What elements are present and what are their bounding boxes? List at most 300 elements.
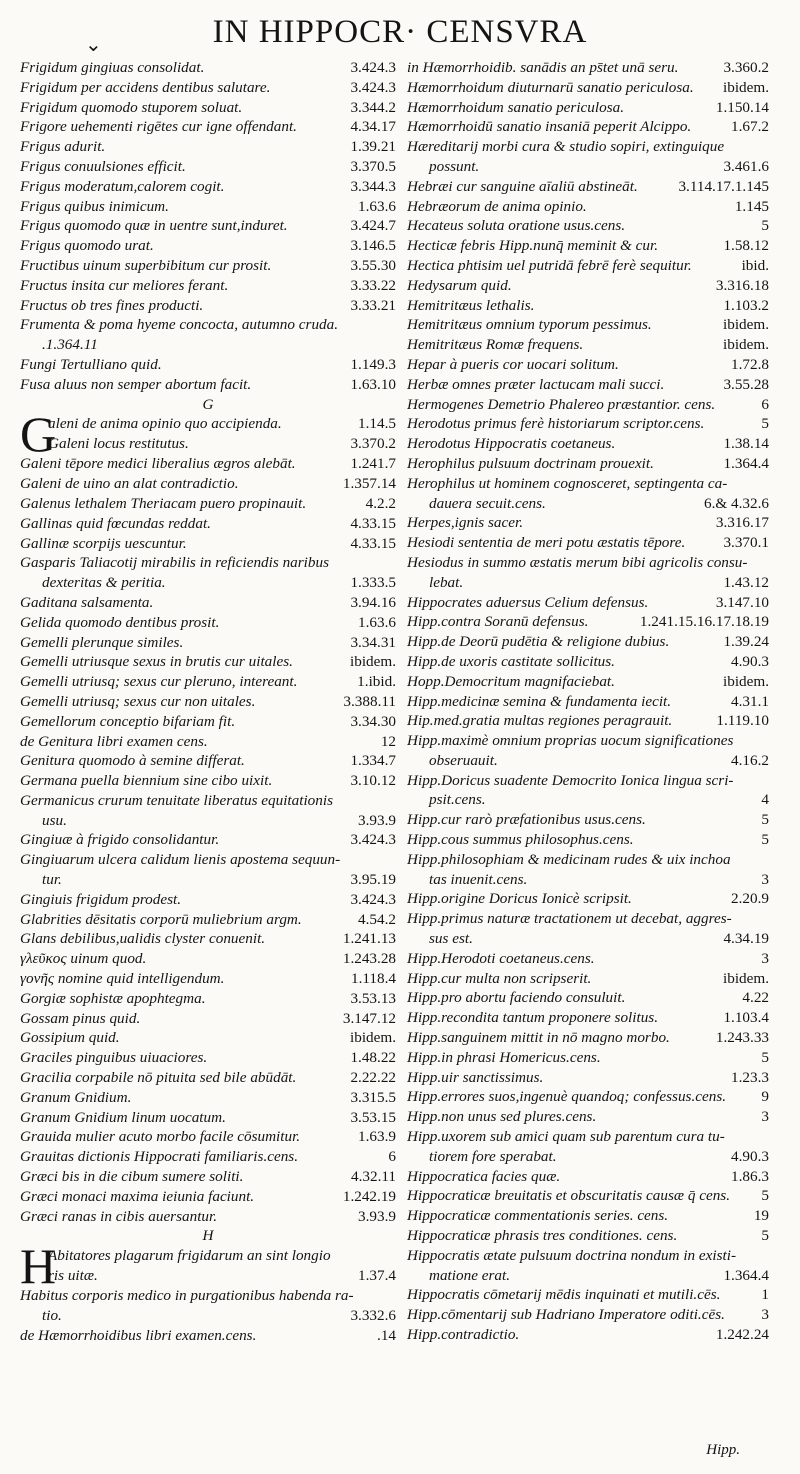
entry-text: Hipp.origine Doricus Ionicè scripsit. bbox=[407, 890, 632, 908]
entry-reference bbox=[765, 137, 769, 157]
entry-reference: 12 bbox=[380, 732, 396, 750]
index-entry bbox=[20, 1207, 396, 1227]
index-entry bbox=[407, 1087, 769, 1107]
index-entry bbox=[20, 989, 396, 1009]
entry-text: dauera secuit.cens. bbox=[429, 494, 546, 512]
entry-text: Hesiodi sententia de meri potu æstatis tēpore. bbox=[407, 534, 686, 552]
entry-text: Gallinæ scorpijs uescuntur. bbox=[20, 534, 187, 552]
entry-reference: 4.31.1 bbox=[731, 692, 769, 710]
index-entry bbox=[407, 434, 769, 454]
entry-reference: 1.118.4 bbox=[351, 970, 396, 988]
entry-text: Gossipium quid. bbox=[20, 1029, 120, 1047]
entry-text: Hipp.maximè omnium proprias uocum significationes bbox=[407, 732, 734, 750]
entry-text: Germanicus crurum tenuitate liberatus equitationis bbox=[20, 791, 334, 809]
entry-reference: 3.53.15 bbox=[350, 1108, 396, 1126]
entry-reference: 3.316.18 bbox=[715, 276, 769, 294]
entry-reference bbox=[765, 731, 769, 751]
index-entry bbox=[20, 375, 396, 395]
index-entry bbox=[407, 157, 769, 177]
index-entry bbox=[20, 1108, 396, 1128]
entry-text: Hip.med.gratia multas regiones peragrauit. bbox=[407, 712, 673, 730]
index-entry bbox=[20, 969, 396, 989]
index-entry bbox=[407, 533, 769, 553]
entry-text: possunt. bbox=[429, 157, 480, 175]
entry-text: in Hæmorrhoidib. sanādis an ps̄tet unā seru. bbox=[407, 59, 679, 76]
index-entry bbox=[20, 791, 396, 811]
entry-text: Hipp.in phrasi Homericus.cens. bbox=[407, 1048, 601, 1066]
entry-reference: ibid. bbox=[741, 256, 769, 274]
index-entry bbox=[407, 692, 769, 712]
index-entry bbox=[407, 1266, 769, 1286]
index-entry bbox=[20, 870, 396, 890]
index-entry bbox=[407, 1305, 769, 1325]
entry-reference bbox=[392, 335, 396, 355]
index-entry bbox=[20, 177, 396, 197]
entry-text: Herodotus primus ferè historiarum scriptor.cens. bbox=[407, 415, 705, 433]
entry-text: Frigore uehementi rigētes cur igne offendant. bbox=[20, 118, 297, 136]
entry-reference: 3.344.2 bbox=[350, 98, 396, 116]
index-entry bbox=[20, 1048, 396, 1068]
entry-text: Gossam pinus quid. bbox=[20, 1009, 141, 1027]
entry-text: Hipp.non unus sed plures.cens. bbox=[407, 1108, 597, 1126]
entry-text: Hepar à pueris cor uocari solitum. bbox=[407, 355, 619, 373]
entry-text: Hipp.de Deorū pudētia & religione dubius. bbox=[407, 633, 670, 651]
catchword: Hipp. bbox=[706, 1442, 740, 1458]
index-entry bbox=[407, 870, 769, 890]
entry-reference: 3.461.6 bbox=[723, 157, 769, 175]
index-entry bbox=[407, 296, 769, 316]
entry-reference: 4.90.3 bbox=[731, 1147, 769, 1165]
entry-reference: 1.241.13 bbox=[342, 930, 396, 948]
entry-reference: 4.32.11 bbox=[351, 1168, 396, 1186]
entry-reference: 5 bbox=[761, 831, 769, 849]
entry-text: Hippocratica facies quæ. bbox=[407, 1167, 561, 1185]
entry-text: Habitus corporis medico in purgationibus habenda ra- bbox=[20, 1287, 354, 1305]
index-entry bbox=[407, 909, 769, 929]
printer-mark: ⌄ bbox=[85, 34, 102, 56]
entry-reference: 3.424.7 bbox=[350, 217, 396, 235]
entry-text: matione erat. bbox=[429, 1266, 510, 1284]
entry-text: Hæmorrhoidum sanatio periculosa. bbox=[407, 98, 625, 116]
index-entry bbox=[407, 1246, 769, 1266]
entry-text: Gemelli plerunque similes. bbox=[20, 633, 184, 651]
entry-text: Hipp.cur multa non scripserit. bbox=[407, 969, 592, 987]
entry-text: Hæreditarij morbi cura & studio sopiri, extinguique bbox=[407, 138, 725, 156]
entry-reference: 1.119.10 bbox=[716, 712, 769, 730]
entry-text: Hesiodus in summo æstatis merum bibi agricolis consu- bbox=[407, 553, 748, 571]
entry-text: Gelida quomodo dentibus prosit. bbox=[20, 613, 220, 631]
index-entry bbox=[407, 1325, 769, 1345]
entry-text: Græci ranas in cibis auersantur. bbox=[20, 1207, 218, 1225]
index-entry bbox=[20, 1068, 396, 1088]
index-entry bbox=[20, 732, 396, 752]
index-entry bbox=[20, 137, 396, 157]
index-entry bbox=[407, 969, 769, 989]
entry-text: Frigus moderatum,calorem cogit. bbox=[20, 177, 225, 195]
entry-text: Gingiuæ à frigido consolidantur. bbox=[20, 831, 220, 849]
entry-reference: ibidem. bbox=[723, 316, 769, 334]
index-entry bbox=[20, 474, 396, 494]
index-entry bbox=[20, 1009, 396, 1029]
entry-text: Frigidum gingiuas consolidat. bbox=[20, 59, 205, 76]
index-entry bbox=[20, 890, 396, 910]
index-entry bbox=[20, 910, 396, 930]
entry-reference: 3.53.13 bbox=[350, 989, 396, 1007]
entry-reference: ibidem. bbox=[350, 653, 396, 671]
entry-reference: 5 bbox=[761, 415, 769, 433]
entry-text: Gorgiæ sophistæ apophtegma. bbox=[20, 989, 206, 1007]
entry-text: Graciles pinguibus uiuaciores. bbox=[20, 1049, 208, 1067]
entry-reference: 1.334.7 bbox=[350, 752, 396, 770]
index-entry bbox=[407, 1147, 769, 1167]
entry-text: Hipp.contradictio. bbox=[407, 1326, 520, 1343]
entry-text: Galenus lethalem Theriacam puero propinauit. bbox=[20, 494, 307, 512]
index-entry bbox=[407, 1127, 769, 1147]
h-initial-block bbox=[20, 1238, 396, 1295]
index-entry bbox=[407, 1186, 769, 1206]
index-entry bbox=[407, 474, 769, 494]
entry-text: Herophilus pulsuum doctrinam prouexit. bbox=[407, 454, 654, 472]
entry-reference: 3.424.3 bbox=[350, 890, 396, 908]
entry-text: Hipp.pro abortu faciendo consuluit. bbox=[407, 989, 626, 1007]
entry-reference: 1.63.9 bbox=[358, 1128, 396, 1146]
index-entry bbox=[407, 889, 769, 909]
index-entry bbox=[20, 949, 396, 969]
index-entry bbox=[20, 78, 396, 98]
index-entry bbox=[407, 335, 769, 355]
entry-reference: 1.243.28 bbox=[342, 950, 396, 968]
entry-reference: 3.424.3 bbox=[350, 59, 396, 76]
entry-reference: 4.2.2 bbox=[365, 494, 396, 512]
entry-reference: 19 bbox=[753, 1207, 769, 1225]
entry-reference: 3 bbox=[761, 949, 769, 967]
index-entry bbox=[407, 711, 769, 731]
entry-reference bbox=[392, 315, 396, 335]
entry-reference: 2.22.22 bbox=[350, 1069, 396, 1087]
entry-text: Gingiuarum ulcera calidum lienis apostema sequun- bbox=[20, 851, 341, 869]
entry-text: Frumenta & poma hyeme concocta, autumno cruda. bbox=[20, 316, 339, 334]
index-entry bbox=[20, 712, 396, 732]
entry-reference: 3.315.5 bbox=[350, 1088, 396, 1106]
entry-text: Hecateus soluta oratione usus.cens. bbox=[407, 217, 626, 235]
entry-text: tiorem fore sperabat. bbox=[429, 1147, 557, 1165]
index-entry bbox=[20, 117, 396, 137]
entry-reference: 1.63.6 bbox=[358, 613, 396, 631]
entry-reference: 1.23.3 bbox=[731, 1068, 769, 1086]
entry-reference: 3 bbox=[761, 1108, 769, 1126]
entry-text: Hermogenes Demetrio Phalereo præstantior. cens. bbox=[407, 395, 716, 413]
entry-text: Hipp.sanguinem mittit in nō magno morbo. bbox=[407, 1029, 670, 1047]
entry-reference: 4.33.15 bbox=[350, 514, 396, 532]
entry-reference: 6.& 4.32.6 bbox=[704, 494, 769, 512]
index-entry bbox=[407, 236, 769, 256]
index-entry bbox=[20, 58, 396, 78]
index-entry bbox=[407, 1008, 769, 1028]
entry-text: tio. bbox=[42, 1307, 62, 1325]
index-entry bbox=[407, 117, 769, 137]
entry-text: Hipp.uxorem sub amici quam sub parentum cura tu- bbox=[407, 1128, 725, 1146]
entry-reference: 1.150.14 bbox=[715, 98, 769, 116]
drop-cap-h: H bbox=[20, 1238, 57, 1295]
index-entry bbox=[20, 633, 396, 653]
index-entry bbox=[407, 830, 769, 850]
entry-text: Hemitritæus omnium typorum pessimus. bbox=[407, 316, 652, 334]
entry-reference: 3.93.9 bbox=[358, 1207, 396, 1225]
index-entry bbox=[407, 276, 769, 296]
entry-reference: 1.39.24 bbox=[723, 633, 769, 651]
entry-text: Gaditana salsamenta. bbox=[20, 593, 154, 611]
left-entries-h bbox=[20, 1286, 396, 1345]
entry-text: Frigus quibus inimicum. bbox=[20, 197, 169, 215]
entry-text: Frigus quomodo quæ in uentre sunt,induret. bbox=[20, 217, 288, 235]
index-entry bbox=[407, 414, 769, 434]
index-entry bbox=[20, 514, 396, 534]
index-entry bbox=[20, 593, 396, 613]
entry-text: Gemelli utriusque sexus in brutis cur uitales. bbox=[20, 653, 293, 671]
g-initial-block bbox=[20, 406, 396, 463]
entry-reference: 6 bbox=[388, 1148, 396, 1166]
entry-text: Hipp.Herodoti coetaneus.cens. bbox=[407, 949, 595, 967]
entry-text: Hipp.de uxoris castitate sollicitus. bbox=[407, 652, 615, 670]
entry-text: Græci bis in die cibum sumere soliti. bbox=[20, 1168, 244, 1186]
entry-text: Gallinas quid fœcundas reddat. bbox=[20, 514, 211, 532]
entry-text: Fructibus uinum superbibitum cur prosit. bbox=[20, 256, 272, 274]
index-entry bbox=[407, 1068, 769, 1088]
entry-reference: 1.48.22 bbox=[350, 1049, 396, 1067]
entry-reference bbox=[392, 1286, 396, 1306]
index-entry bbox=[407, 612, 769, 632]
entry-text: Gemelli utriusq; sexus cur non uitales. bbox=[20, 692, 256, 710]
entry-reference: 6 bbox=[761, 395, 769, 413]
entry-text: Hebræi cur sanguine aīaliū abstineāt. bbox=[407, 177, 638, 195]
entry-reference: 1.67.2 bbox=[731, 118, 769, 136]
entry-reference: 3.147.12 bbox=[342, 1009, 396, 1027]
index-entry bbox=[20, 692, 396, 712]
entry-reference: 5 bbox=[761, 217, 769, 235]
entry-text: Herpes,ignis sacer. bbox=[407, 514, 524, 532]
entry-reference bbox=[765, 474, 769, 494]
index-entry bbox=[20, 494, 396, 514]
index-entry bbox=[20, 850, 396, 870]
index-entry bbox=[20, 573, 396, 593]
index-entry bbox=[407, 988, 769, 1008]
index-entry bbox=[407, 790, 769, 810]
entry-text: Glans debilibus,ualidis clyster conuenit. bbox=[20, 930, 266, 948]
index-entry bbox=[20, 236, 396, 256]
entry-text: usu. bbox=[42, 811, 67, 829]
index-entry bbox=[407, 454, 769, 474]
index-entry bbox=[407, 98, 769, 118]
entry-reference: 1.38.14 bbox=[723, 435, 769, 453]
entry-text: Hipp.uir sanctissimus. bbox=[407, 1068, 544, 1086]
entry-reference: ibidem. bbox=[723, 336, 769, 354]
entry-reference: 3.344.3 bbox=[350, 177, 396, 195]
entry-text: tur. bbox=[42, 871, 62, 889]
entry-text: Germana puella biennium sine cibo uixit. bbox=[20, 772, 273, 790]
entry-reference: 5 bbox=[761, 811, 769, 829]
entry-text: Genitura quomodo à semine differat. bbox=[20, 752, 245, 770]
entry-reference: 1.43.12 bbox=[723, 573, 769, 591]
page-header: IN HIPPOCR· CENSVRA bbox=[212, 14, 588, 50]
entry-text: Hipp.primus naturæ tractationem ut decebat, aggres- bbox=[407, 910, 732, 928]
index-entry bbox=[20, 1167, 396, 1187]
entry-text: sus est. bbox=[429, 930, 473, 948]
entry-reference: 3.34.31 bbox=[350, 633, 396, 651]
index-entry bbox=[20, 929, 396, 949]
index-entry bbox=[20, 1127, 396, 1147]
index-entry bbox=[20, 355, 396, 375]
entry-text: Hipp.cōmentarij sub Hadriano Imperatore oditi.cēs. bbox=[407, 1306, 725, 1324]
index-entry bbox=[20, 1028, 396, 1048]
entry-text: Græci monaci maxima ieiunia faciunt. bbox=[20, 1187, 255, 1205]
entry-text: Fructus ob tres fines producti. bbox=[20, 296, 204, 314]
entry-text: Granum Gnidium linum uocatum. bbox=[20, 1108, 226, 1126]
index-entry bbox=[407, 573, 769, 593]
index-entry: aleni de anima opinio quo accipienda. 1.14.5 bbox=[48, 415, 396, 433]
index-entry bbox=[407, 771, 769, 791]
index-entry bbox=[407, 197, 769, 217]
index-entry bbox=[20, 216, 396, 236]
index-entry bbox=[407, 1226, 769, 1246]
entry-text: Gasparis Taliacotij mirabilis in reficiendis naribus bbox=[20, 554, 329, 572]
entry-reference: 4.16.2 bbox=[731, 751, 769, 769]
left-column bbox=[20, 58, 396, 1346]
index-entry bbox=[407, 58, 769, 78]
entry-text: Hebræorum de anima opinio. bbox=[407, 197, 587, 215]
index-entry bbox=[407, 1048, 769, 1068]
index-entry bbox=[20, 771, 396, 791]
entry-reference: 1.243.33 bbox=[715, 1029, 769, 1047]
entry-reference: 3.424.3 bbox=[350, 831, 396, 849]
entry-text: Herbæ omnes præter lactucam mali succi. bbox=[407, 375, 665, 393]
index-entry bbox=[20, 830, 396, 850]
index-entry bbox=[407, 256, 769, 276]
index-entry bbox=[407, 1167, 769, 1187]
index-entry bbox=[20, 315, 396, 335]
entry-text: de Genitura libri examen cens. bbox=[20, 732, 208, 750]
index-entry bbox=[20, 751, 396, 771]
right-column bbox=[407, 58, 769, 1345]
entry-reference: ibidem. bbox=[723, 672, 769, 690]
entry-reference: 3.388.11 bbox=[343, 692, 396, 710]
index-entry bbox=[407, 315, 769, 335]
entry-text: Gemellorum conceptio bifariam fit. bbox=[20, 712, 236, 730]
index-entry: Abitatores plagarum frigidarum an sint longio bbox=[48, 1247, 331, 1265]
entry-reference: 5 bbox=[761, 1048, 769, 1066]
entry-text: Hippocratis cōmetarij mēdis inquinati et mutili.cēs. bbox=[407, 1286, 721, 1304]
entry-text: Hipp.medicinæ semina & fundamenta iecit. bbox=[407, 692, 672, 710]
entry-text: Herophilus ut hominem cognosceret, septingenta ca- bbox=[407, 474, 728, 492]
entry-reference: 1.103.4 bbox=[723, 1009, 769, 1027]
index-entry bbox=[407, 672, 769, 692]
entry-reference: 3 bbox=[761, 1306, 769, 1324]
entry-reference bbox=[765, 850, 769, 870]
entry-reference: 1.145 bbox=[734, 197, 769, 215]
index-entry bbox=[407, 949, 769, 969]
entry-text: Hæmorrhoidū sanatio insaniā peperit Alcippo. bbox=[407, 118, 692, 136]
entry-reference: 3.95.19 bbox=[350, 871, 396, 889]
index-entry bbox=[407, 395, 769, 415]
entry-reference: 4 bbox=[761, 791, 769, 809]
entry-reference: ibidem. bbox=[723, 969, 769, 987]
entry-reference: 4.54.2 bbox=[358, 910, 396, 928]
index-entry bbox=[407, 731, 769, 751]
entry-reference: 1.241.7 bbox=[350, 455, 396, 473]
entry-text: Gracilia corpabile nō pituita sed bile abūdāt. bbox=[20, 1069, 297, 1087]
entry-reference: 5 bbox=[761, 1187, 769, 1205]
entry-text: γονῆς nomine quid intelligendum. bbox=[20, 970, 225, 988]
index-entry bbox=[407, 850, 769, 870]
entry-reference: 3.94.16 bbox=[350, 593, 396, 611]
index-entry bbox=[407, 1107, 769, 1127]
left-entries-g bbox=[20, 454, 396, 1226]
entry-text: Hippocraticæ breuitatis et obscuritatis causæ q̄ cens. bbox=[407, 1187, 730, 1205]
index-entry bbox=[407, 1285, 769, 1305]
entry-reference bbox=[765, 771, 769, 791]
index-entry bbox=[20, 534, 396, 554]
section-letter-h: H bbox=[202, 1227, 214, 1245]
entry-text: obseruauit. bbox=[429, 751, 498, 769]
entry-reference: 4.34.17 bbox=[350, 118, 396, 136]
index-entry bbox=[407, 652, 769, 672]
entry-text: Frigus conuulsiones efficit. bbox=[20, 157, 186, 175]
entry-reference: 3.93.9 bbox=[358, 811, 396, 829]
entry-reference: 1.242.19 bbox=[342, 1187, 396, 1205]
entry-text: γλεῦκος uinum quod. bbox=[20, 950, 147, 968]
entry-text: Hemitritæus Romæ frequens. bbox=[407, 336, 584, 354]
entry-text: Gemelli utriusq; sexus cur pleruno, intereant. bbox=[20, 673, 298, 691]
entry-text: Fungi Tertulliano quid. bbox=[20, 355, 162, 373]
entry-text: Grauitas dictionis Hippocrati familiaris.cens. bbox=[20, 1148, 299, 1166]
entry-text: Hippocratis ætate pulsuum doctrina nondum in existi- bbox=[407, 1246, 737, 1264]
entry-text: Fructus insita cur meliores ferant. bbox=[20, 276, 229, 294]
entry-reference: 1.58.12 bbox=[723, 237, 769, 255]
entry-reference: 3.424.3 bbox=[350, 78, 396, 96]
index-entry bbox=[20, 335, 396, 355]
index-entry bbox=[407, 355, 769, 375]
entry-reference: 1.333.5 bbox=[350, 574, 396, 592]
index-entry: ris uitæ. 1.37.4 bbox=[48, 1267, 396, 1285]
index-entry bbox=[20, 652, 396, 672]
index-entry bbox=[407, 216, 769, 236]
entry-reference bbox=[765, 1127, 769, 1147]
index-entry bbox=[20, 98, 396, 118]
entry-reference: 1.63.10 bbox=[350, 375, 396, 393]
entry-reference bbox=[765, 553, 769, 573]
index-entry bbox=[407, 177, 769, 197]
entry-text: Galeni tēpore medici liberalius ægros alebāt. bbox=[20, 455, 296, 473]
entry-reference: 3.370.5 bbox=[350, 157, 396, 175]
index-entry bbox=[20, 197, 396, 217]
entry-reference: 1.357.14 bbox=[342, 475, 396, 493]
index-entry bbox=[20, 296, 396, 316]
entry-text: Hecticæ febris Hipp.nunq̄ meminit & cur. bbox=[407, 237, 658, 255]
entry-text: Hippocrates aduersus Celium defensus. bbox=[407, 593, 649, 611]
entry-text: Frigidum quomodo stuporem soluat. bbox=[20, 98, 243, 116]
entry-reference bbox=[765, 909, 769, 929]
entry-reference: ibidem. bbox=[723, 78, 769, 96]
entry-reference: 1.364.4 bbox=[723, 1266, 769, 1284]
index-entry bbox=[20, 1326, 396, 1346]
index-entry bbox=[20, 1286, 396, 1306]
entry-reference: 3.34.30 bbox=[350, 712, 396, 730]
entry-text: Hopp.Democritum magnifaciebat. bbox=[407, 672, 615, 690]
entry-text: Hipp.recondita tantum proponere solitus. bbox=[407, 1009, 659, 1027]
index-entry bbox=[407, 1206, 769, 1226]
entry-reference: 3.114.17.1.145 bbox=[678, 177, 769, 195]
entry-reference: 1.ibid. bbox=[357, 673, 396, 691]
entry-reference: ibidem. bbox=[350, 1029, 396, 1047]
